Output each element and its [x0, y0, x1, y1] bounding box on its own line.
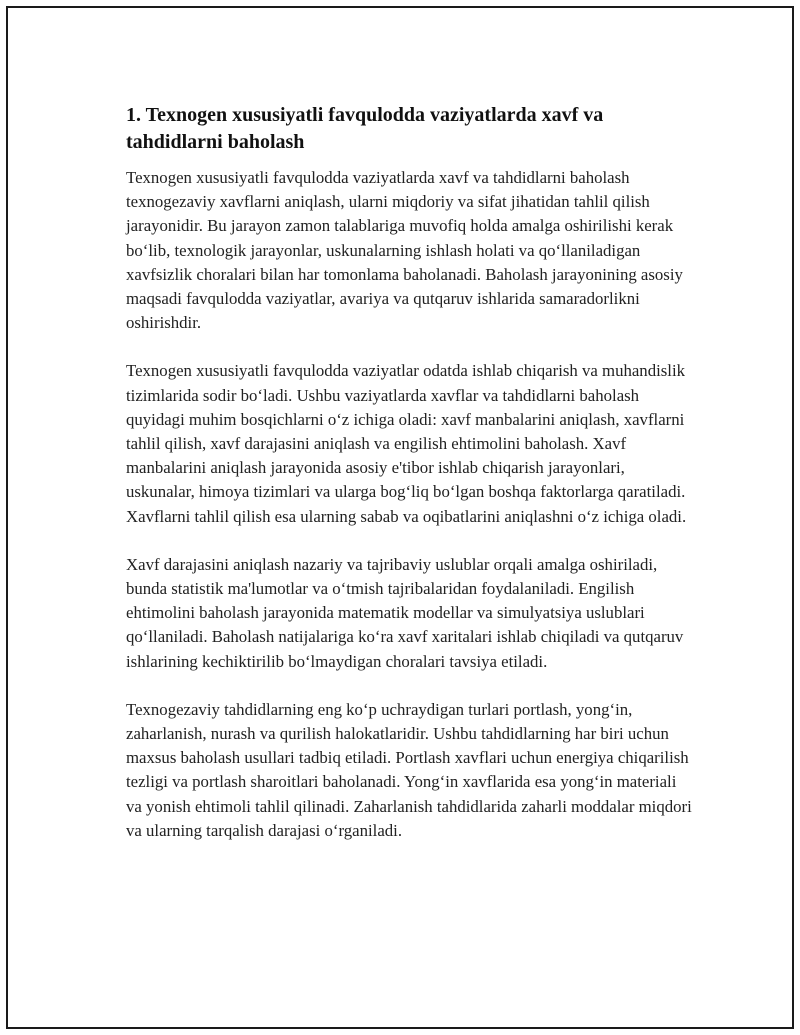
paragraph-4: Texnogezaviy tahdidlarning eng ko‘p uchraydigan turlari portlash, yong‘in, zaharlanish, nurash va qurilish halokatlaridir. Ushbu tahdidlarning har biri uchun maxsus baholash usullari tadbiq etiladi. Portlash xavflari uchun energiya chiqarilish tezligi va portlash sharoitlari baholanadi. Yong‘in xavflarida esa yong‘in materiali va yonish ehtimoli tahlil qilinadi. Zaharlanish tahdidlarida zaharli moddalar miqdori va ularning tarqalish darajasi o‘rganiladi.	[126, 699, 692, 840]
page-frame	[6, 6, 794, 1029]
paragraph-2: Texnogen xususiyatli favqulodda vaziyatlar odatda ishlab chiqarish va muhandislik tizimlarida sodir bo‘ladi. Ushbu vaziyatlarda xavflar va tahdidlarni baholash quyidagi muhim bosqichlarni o‘z ichiga oladi: xavf manbalarini aniqlash, xavflarni tahlil qilish, xavf darajasini aniqlash va engilish ehtimolini baholash. Xavf manbalarini aniqlash jarayonida asosiy e'tibor ishlab chiqarish jarayonlari, uskunalar, himoya tizimlari va ularga bog‘liq bo‘lgan boshqa faktorlarga qaratiladi. Xavflarni tahlil qilish esa ularning sabab va oqibatlarini aniqlashni o‘z ichiga oladi.	[126, 361, 687, 526]
document-body	[126, 102, 696, 867]
paragraph-3: Xavf darajasini aniqlash nazariy va tajribaviy uslublar orqali amalga oshiriladi, bunda statistik ma'lumotlar va o‘tmish tajribalaridan foydalaniladi. Engilish ehtimolini baholash jarayonida matematik modellar va simulyatsiya uslublari qo‘llaniladi. Baholash natijalariga ko‘ra xavf xaritalari ishlab chiqiladi va qutqaruv ishlarining kechiktirilib bo‘lmaydigan choralari tavsiya etiladi.	[126, 554, 684, 671]
section-heading: 1. Texnogen xususiyatli favqulodda vaziyatlarda xavf va tahdidlarni baholash	[126, 104, 604, 153]
paragraph-1: Texnogen xususiyatli favqulodda vaziyatlarda xavf va tahdidlarni baholash texnogezaviy xavflarni aniqlash, ularni miqdoriy va sifat jihatidan tahlil qilish jarayonidir. Bu jarayon zamon talablariga muvofiq holda amalga oshirilishi kerak bo‘lib, texnologik jarayonlar, uskunalarning ishlash holati va qo‘llaniladigan xavfsizlik choralari bilan har tomonlama baholanadi. Baholash jarayonining asosiy maqsadi favqulodda vaziyatlar, avariya va qutqaruv ishlarida samaradorlikni oshirishdir.	[126, 168, 683, 333]
